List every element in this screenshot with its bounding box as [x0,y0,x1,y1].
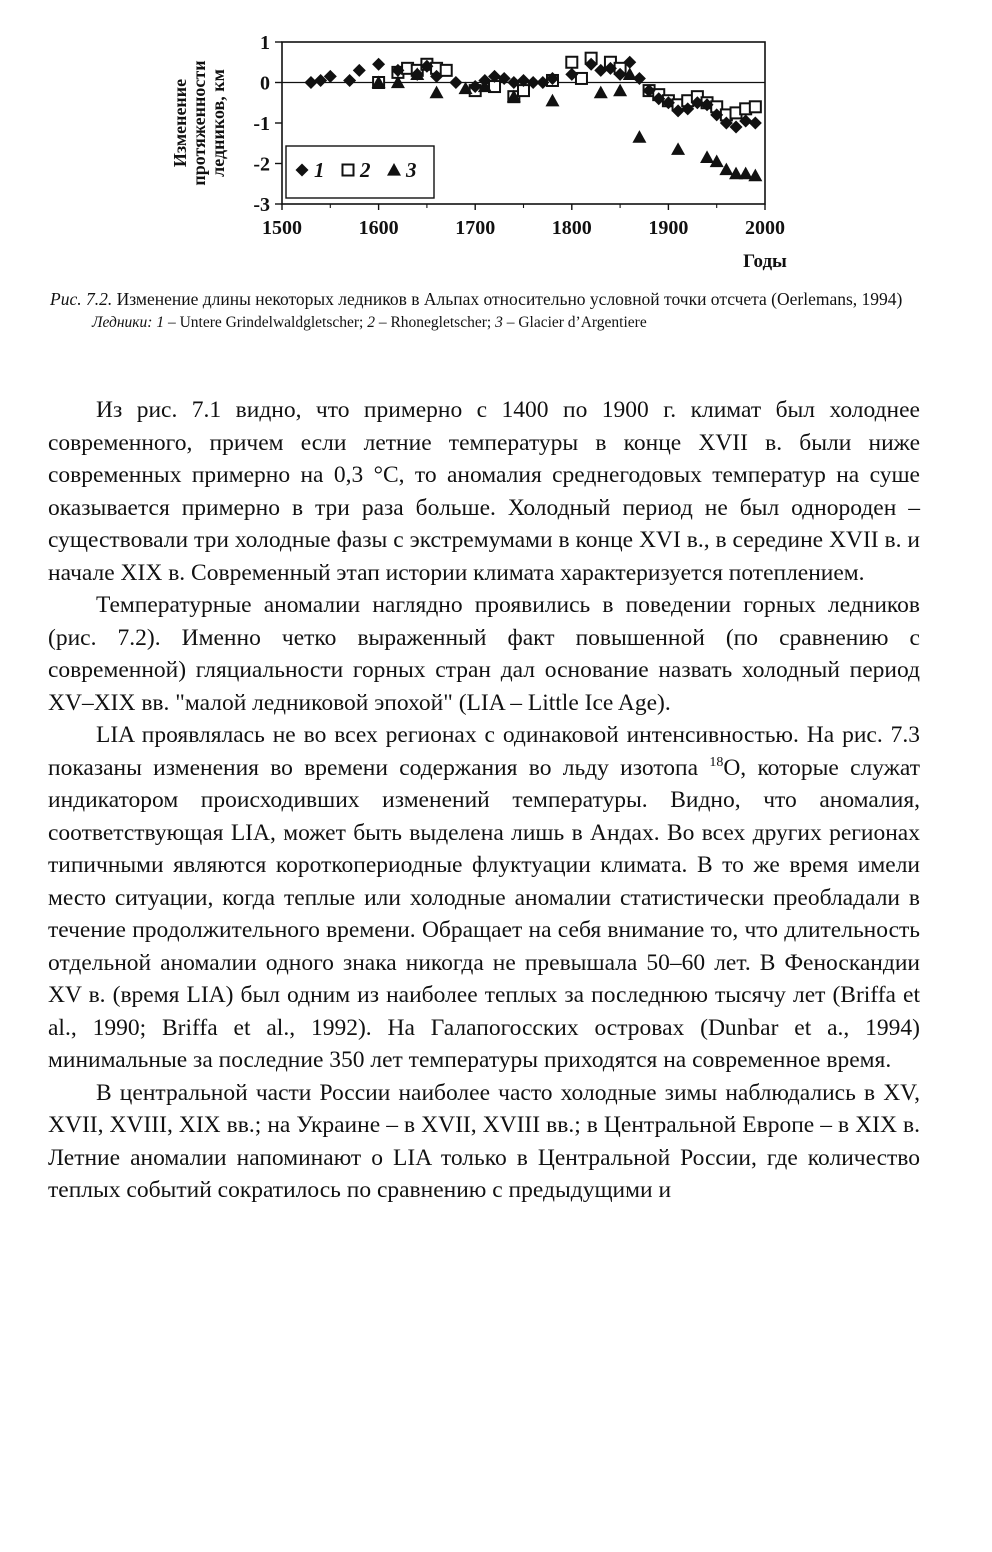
series-1-point [353,64,366,77]
paragraph-1: Из рис. 7.1 видно, что примерно с 1400 по 1900 г. климат был холоднее современного, причем если летние температуры в конце XVII в. были ниже современных примерно на 0,3 °С, то аномалия среднегодовых температур на суше оказывается примерно в три раза больше. Холодный период не был однороден – существовали три холодные фазы с экстремумами в конце XVI в., в середине XVII в. и начале XIX в. Современный этап истории климата характеризуется потеплением. [48,397,920,586]
caption-label: Рис. 7.2. [50,289,113,309]
y-tick-label: -2 [253,153,270,176]
y-tick-label: 1 [260,32,270,54]
y-tick-label: -1 [253,113,270,135]
paragraph-3-part-2: О, которые служат индикатором происходивших изменений температуры. Видно, что аномалия, соответствующая LIA, может быть выделена лишь в Андах. Во всех других регионах типичными являются короткопериодные флуктуации климата. В то же время имели место ситуации, когда теплые или холодные аномалии статистически преобладали в течение продолжительного времени. Обращает на себя внимание то, что длительность отдельной аномалии одного знака никогда не превышала 50–60 лет. В Феноскандии XV в. (время LIA) был одним из наиболее теплых за последнюю тысячу лет (Briffa et al., 1990; Briffa et al., 1992). На Галапогосских островах (Dunbar et a., 1994) минимальные за последние 350 лет температуры приходятся на современное время. [48,754,921,1073]
glacier-num-2: 2 [367,314,375,331]
series-2-point [441,65,452,76]
series-3-point [632,130,646,143]
x-axis-label: Годы [743,251,787,272]
series-2-point [750,101,761,112]
legend-label-1: 1 [314,158,325,182]
legend-marker-2 [343,165,354,176]
x-tick-label: 1600 [358,217,399,239]
caption-glaciers [50,311,920,335]
y-axis-label-line: Изменение [170,78,190,168]
legend-label-2: 2 [360,158,371,182]
y-axis-label-line: протяженности [189,60,209,186]
series-3-point [748,169,762,182]
paragraph-4: В центральной части России наиболее часто холодные зимы наблюдались в XV, XVII, XVIII, XIX вв.; на Украине – в XVII, XVIII вв.; в Центральной Европе – в XIX в. Летние аномалии напоминают о LIA только в Центральной России, где количество теплых событий сократилось по сравнению с предыдущими и [48,1079,920,1203]
y-axis-label-line: ледников, км [208,69,228,177]
series-3-point [700,150,714,163]
glaciers-label: Ледники: [92,314,153,331]
paragraph-3 [48,719,920,1077]
series-3-point [430,86,444,99]
caption-text: Изменение длины некоторых ледников в Альпах относительно условной точки отсчета (Oerlemans, 1994) [116,289,903,309]
series-3-point [545,94,559,107]
glacier-name-3: – Glacier d’Argentiere [506,314,647,331]
series-1-point [343,74,356,87]
legend-label-3: 3 [406,158,417,182]
isotope-superscript: 18 [709,754,724,770]
glacier-name-1: – Untere Grindelwaldgletscher; [167,314,364,331]
x-tick-label: 1800 [551,217,592,239]
y-axis-label [170,60,228,185]
glacier-num-3: 3 [495,314,503,331]
series-3-point [671,142,685,155]
series-1-point [372,58,385,71]
y-tick-label: -3 [253,194,270,216]
glacier-length-chart [150,20,810,275]
glacier-num-1: 1 [156,314,165,331]
x-tick-label: 1900 [648,217,689,239]
paragraph-3-part-1: LIA проявлялась не во всех регионах с одинаковой интенсивностью. На рис. 7.3 показаны изменения во времени содержания во льду изотопа [48,722,920,781]
series-1-point [449,76,462,89]
x-tick-label: 1700 [455,217,496,239]
paragraph-2: Температурные аномалии наглядно проявились в поведении горных ледников (рис. 7.2). Именно четко выраженный факт повышенной (по сравнению с современной) гляциальности горных стран дал основание назвать холодный период XV–XIX вв. "малой ледниковой эпохой" (LIA – Little Ice Age). [48,592,920,716]
figure-caption [50,287,920,335]
body-text [48,394,920,1207]
series-3-point [594,86,608,99]
glacier-name-2: – Rhonegletscher; [378,314,492,331]
series-3-point [613,84,627,97]
figure-7-2 [150,20,810,275]
series-2-point [566,57,577,68]
x-tick-label: 1500 [262,217,302,239]
series-1-point [749,117,762,130]
series-1-point [304,76,317,89]
y-tick-label: 0 [260,72,270,95]
x-tick-label: 2000 [745,217,785,239]
